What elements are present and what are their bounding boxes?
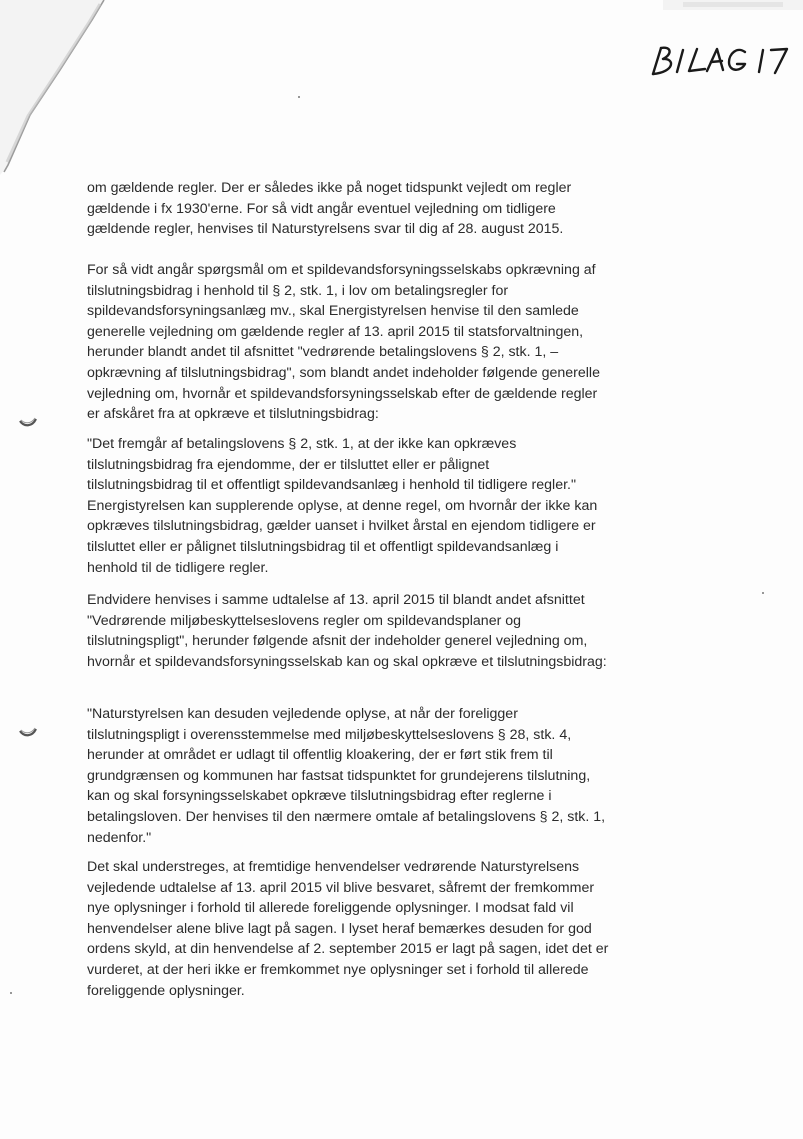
text-line: tilslutningspligt i overensstemmelse med miljøbeskyttelseslovens § 28, stk. 4, bbox=[87, 726, 572, 743]
paragraph-quote-payment-law bbox=[87, 434, 607, 578]
text-line: opkrævning af tilslutningsbidrag", som blandt andet indeholder følgende generelle bbox=[87, 364, 600, 381]
text-line: "Naturstyrelsen kan desuden vejledende oplyse, at når der foreligger bbox=[87, 706, 518, 722]
text-line: henvendelser alene blive lagt på sagen. I lyset heraf bemærkes desuden for god bbox=[87, 920, 592, 937]
text-line: Det skal understreges, at fremtidige henvendelser vedrørende Naturstyrelsens bbox=[87, 859, 580, 875]
scan-speck bbox=[10, 992, 12, 994]
text-line: ordens skyld, at din henvendelse af 2. september 2015 er lagt på sagen, idet det er bbox=[87, 941, 609, 958]
scan-speck bbox=[762, 592, 764, 594]
text-line: foreliggende oplysninger. bbox=[87, 982, 245, 999]
punch-hole-mark bbox=[18, 725, 38, 739]
punch-hole-mark bbox=[18, 415, 38, 429]
text-line: kan og skal forsyningsselskabet opkræve tilslutningsbidrag efter reglerne i bbox=[87, 788, 552, 805]
paragraph-connection-fee-question bbox=[87, 260, 607, 425]
text-line: generelle vejledning om gældende regler af 13. april 2015 til statsforvaltningen, bbox=[87, 323, 584, 340]
text-line: vurderet, at der heri ikke er fremkommet nye oplysninger set i forhold til allerede bbox=[87, 961, 589, 978]
text-line: opkræves tilslutningsbidrag, gælder uanset i hvilket årstal en ejendom tidligere er bbox=[87, 518, 596, 535]
text-line: spildevandsforsyningsanlæg mv., skal Energistyrelsen henvise til den samlede bbox=[87, 303, 579, 320]
scan-speck bbox=[298, 96, 300, 98]
text-line: tilsluttet eller er pålignet tilslutningsbidrag til et offentligt spildevandsanlæg i bbox=[87, 538, 559, 555]
top-speckle-artifact bbox=[663, 0, 803, 14]
text-line: "Det fremgår af betalingslovens § 2, stk. 1, at der ikke kan opkræves bbox=[87, 436, 517, 452]
text-line: om gældende regler. Der er således ikke på noget tidspunkt vejledt om regler bbox=[87, 180, 572, 196]
text-line: vejledende udtalelse af 13. april 2015 vil blive besvaret, såfremt der fremkommer bbox=[87, 879, 595, 896]
text-line: Energistyrelsen kan supplerende oplyse, at denne regel, om hvornår der ikke kan bbox=[87, 497, 598, 514]
text-line: grundgrænsen og kommunen har fastsat tidspunktet for grundejerens tilslutning, bbox=[87, 767, 591, 784]
text-line: herunder at området er udlagt til offentlig kloakering, der er ført stik frem til bbox=[87, 747, 553, 764]
text-line: Endvidere henvises i samme udtalelse af 13. april 2015 til blandt andet afsnittet bbox=[87, 592, 585, 608]
text-line: tilslutningsbidrag fra ejendomme, der er tilsluttet eller er pålignet bbox=[87, 456, 490, 473]
text-line: tilslutningsbidrag til et offentligt spildevandsanlæg i henhold til tidligere regler." bbox=[87, 477, 577, 494]
text-line: er afskåret fra at opkræve et tilslutningsbidrag: bbox=[87, 406, 379, 423]
text-line: nye oplysninger i forhold til allerede foreliggende oplysninger. I modsat fald vil bbox=[87, 900, 574, 917]
text-line: tilslutningsbidrag i henhold til § 2, stk. 1, i lov om betalingsregler for bbox=[87, 282, 509, 299]
paragraph-quote-naturstyrelsen bbox=[87, 704, 607, 848]
text-line: vejledning om, hvornår et spildevandsforsyningsselskab efter de gældende regler bbox=[87, 385, 598, 402]
text-line: hvornår et spildevandsforsyningsselskab kan og skal opkræve et tilslutningsbidrag: bbox=[87, 653, 607, 670]
text-line: For så vidt angår spørgsmål om et spildevandsforsyningsselskabs opkrævning af bbox=[87, 262, 596, 278]
fold-shadow-artifact bbox=[0, 0, 120, 180]
paragraph-previous-guidance bbox=[87, 178, 607, 240]
handwritten-exhibit-label bbox=[645, 40, 790, 82]
paragraph-future-inquiries bbox=[87, 857, 607, 1001]
paragraph-environmental-law-reference bbox=[87, 590, 607, 672]
text-line: nedenfor." bbox=[87, 829, 152, 846]
text-line: gældende i fx 1930'erne. For så vidt angår eventuel vejledning om tidligere bbox=[87, 200, 556, 217]
text-line: tilslutningspligt", herunder følgende afsnit der indeholder generel vejledning om, bbox=[87, 633, 588, 650]
text-line: "Vedrørende miljøbeskyttelseslovens regler om spildevandsplaner og bbox=[87, 612, 522, 629]
text-line: henhold til de tidligere regler. bbox=[87, 559, 269, 576]
text-line: gældende regler, henvises til Naturstyrelsens svar til dig af 28. august 2015. bbox=[87, 221, 564, 238]
text-line: betalingsloven. Der henvises til den nærmere omtale af betalingslovens § 2, stk. 1, bbox=[87, 808, 606, 825]
text-line: herunder blandt andet til afsnittet "vedrørende betalingslovens § 2, stk. 1, – bbox=[87, 344, 559, 361]
